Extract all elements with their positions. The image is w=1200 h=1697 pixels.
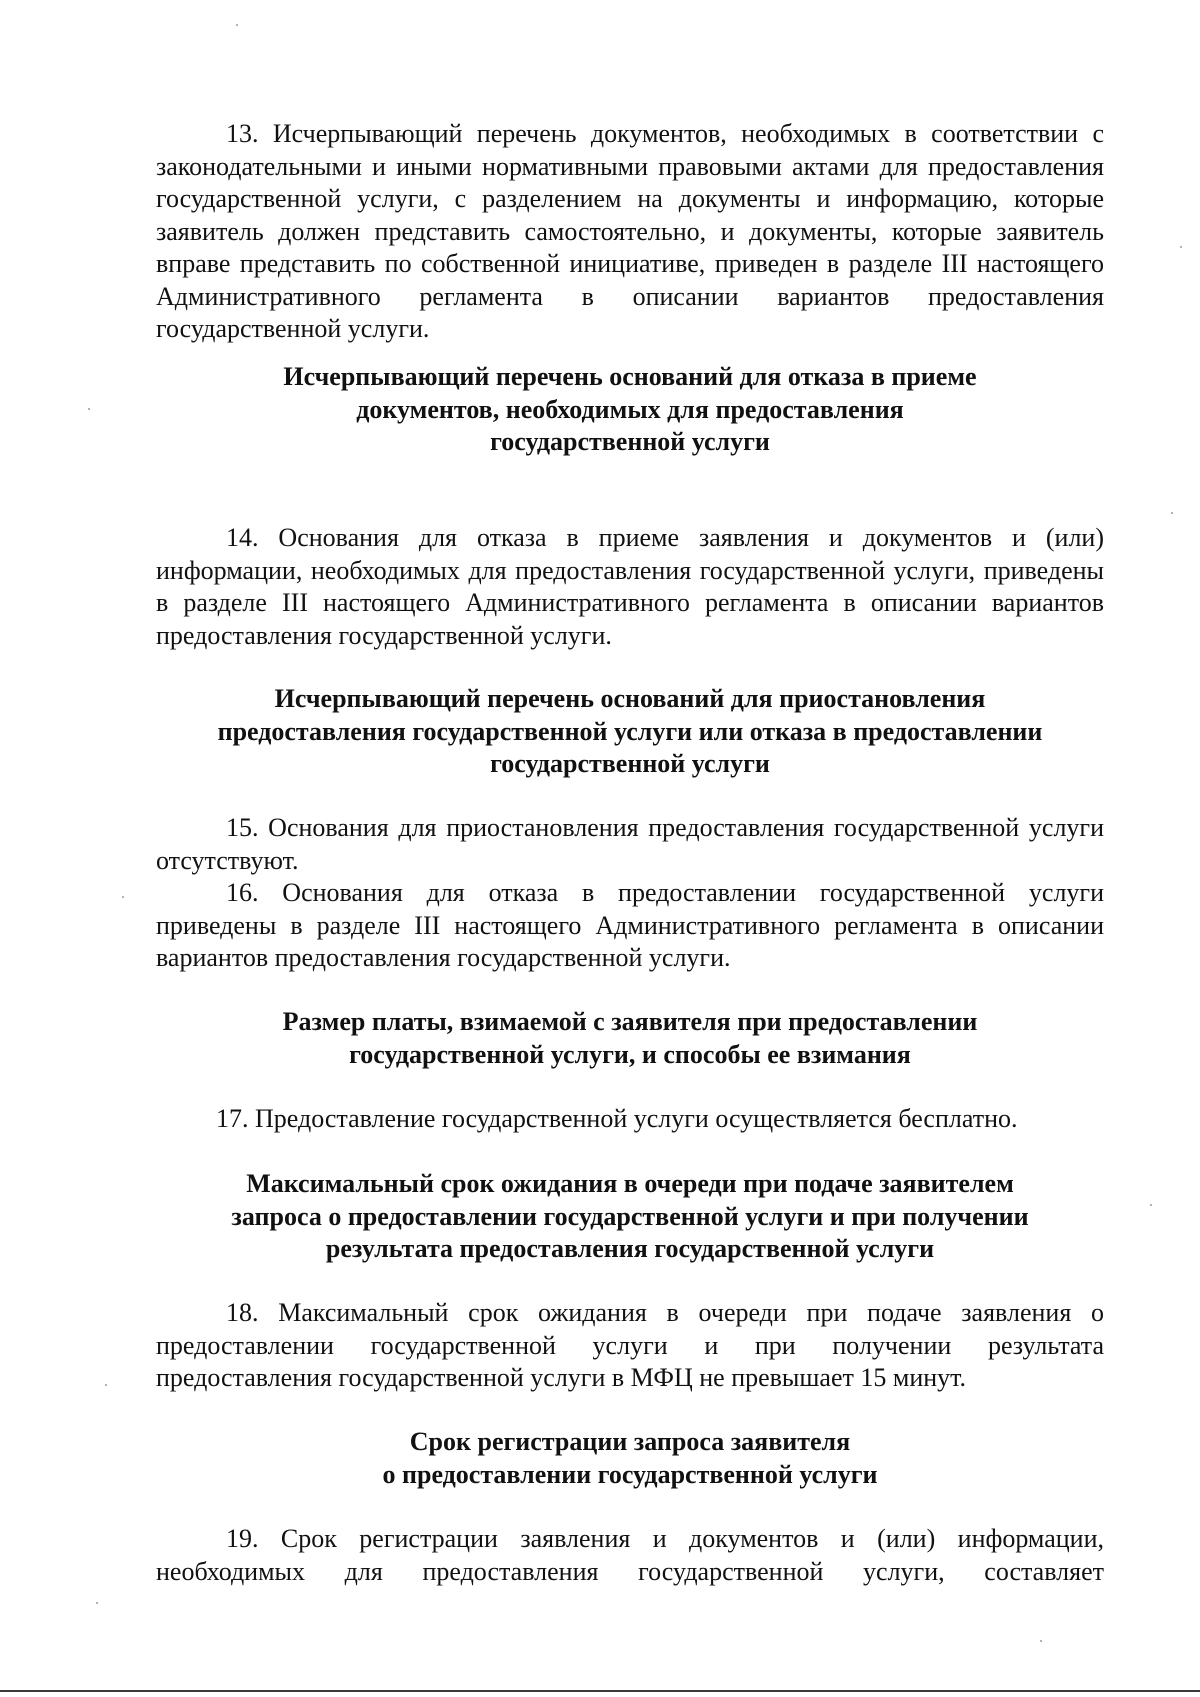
scan-speck [96,1602,98,1604]
scan-speck [88,408,90,410]
paragraph-15: 15. Основания для приостановления предоставления государственной услуги отсутствуют. [156,813,1104,875]
paragraph-14: 14. Основания для отказа в приеме заявления и документов и (или) информации, необходимых для предоставления государственной услуги, приведены в разделе III настоящего Административного регламента в описании вариантов предоставления государственной услуги. [156,523,1104,650]
heading-line: государственной услуги [490,427,770,456]
section-heading-refusal-acceptance [156,361,1104,459]
scan-speck [105,1384,107,1386]
heading-line: документов, необходимых для предоставления [356,394,904,424]
heading-line: предоставления государственной услуги или отказа в предоставлении [217,716,1043,746]
heading-line: Срок регистрации запроса заявителя [409,1427,851,1456]
heading-line: Исчерпывающий перечень оснований для приостановления [274,684,986,713]
heading-line: Размер платы, взимаемой с заявителя при предоставлении [282,1007,978,1036]
heading-line: запроса о предоставлении государственной услуги и при получении [231,1201,1029,1231]
heading-line: государственной услуги, и способы ее взимания [349,1039,911,1069]
section-heading-queue-time [156,1168,1104,1266]
paragraph-16: 16. Основания для отказа в предоставлении государственной услуги приведены в разделе III настоящего Административного регламента в описании вариантов предоставления государственной услуги. [156,878,1104,972]
scan-speck [122,896,124,898]
paragraph-18: 18. Максимальный срок ожидания в очереди при подаче заявления о предоставлении государственной услуги и при получении результата предоставления государственной услуги в МФЦ не превышает 15 минут. [156,1298,1104,1392]
heading-line: результата предоставления государственной услуги [325,1234,935,1263]
paragraph-19: 19. Срок регистрации заявления и документов и (или) информации, необходимых для предоставления государственной услуги, составляет [156,1524,1104,1586]
heading-line: Максимальный срок ожидания в очереди при подаче заявителем [246,1169,1014,1198]
paragraph-17: 17. Предоставление государственной услуги осуществляется бесплатно. [216,1104,1018,1133]
heading-line: государственной услуги [490,749,770,778]
scan-bottom-edge [0,1690,1200,1692]
paragraph-13: 13. Исчерпывающий перечень документов, необходимых в соответствии с законодательными и иными нормативными правовыми актами для предоставления государственной услуги, с разделением на документы и информацию, которые заявитель должен представить самостоятельно, и документы, которые заявитель вправе представить по собственной инициативе, приведен в разделе III настоящего Административного регламента в описании вариантов предоставления государственной услуги. [156,119,1104,343]
scan-speck [1171,512,1173,514]
scan-speck [236,24,238,26]
scan-speck [1180,246,1182,248]
section-heading-fee [156,1006,1104,1071]
scan-speck [1150,1204,1152,1206]
heading-line: Исчерпывающий перечень оснований для отказа в приеме [283,362,977,391]
section-heading-suspension-refusal [156,683,1104,781]
heading-line: о предоставлении государственной услуги [382,1459,878,1489]
scan-speck [1040,1640,1042,1642]
section-heading-registration-term [156,1426,1104,1491]
